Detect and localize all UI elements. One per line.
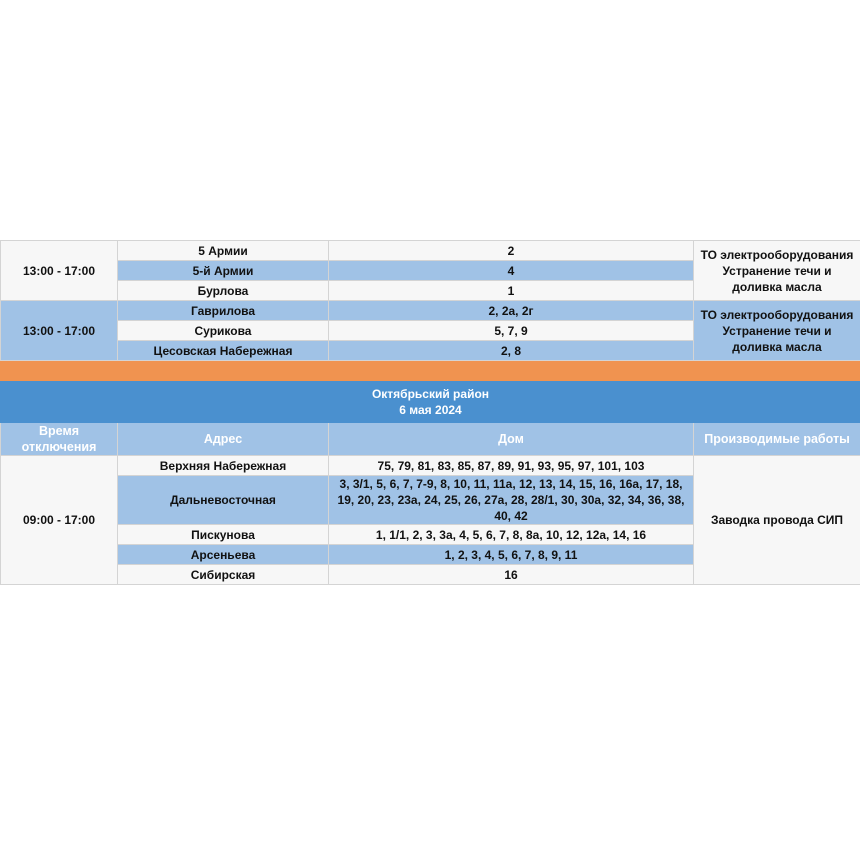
address-cell: Гаврилова	[118, 301, 329, 321]
address-cell: Сибирская	[118, 565, 329, 585]
outage-schedule-table	[0, 240, 860, 585]
table-row	[1, 301, 860, 321]
address-cell: Арсеньева	[118, 545, 329, 565]
table-row	[1, 241, 860, 261]
house-cell: 1	[329, 281, 694, 301]
district-name: Октябрьский район	[371, 386, 490, 401]
house-cell: 3, 3/1, 5, 6, 7, 7-9, 8, 10, 11, 11а, 12, 13, 14, 15, 16, 16а, 17, 18, 19, 20, 23, 23а, 24, 25, 26, 27а, 28, 28/1, 30, 30а, 32, 34, 36, 38, 40, 42	[329, 476, 694, 525]
time-cell: 13:00 - 17:00	[1, 301, 118, 361]
header-time: Время отключения	[1, 423, 118, 456]
separator-row	[1, 361, 860, 381]
work-cell: Заводка провода СИП	[694, 456, 860, 585]
address-cell: Пискунова	[118, 525, 329, 545]
house-cell: 4	[329, 261, 694, 281]
header-work: Производимые работы	[694, 423, 860, 456]
house-cell: 5, 7, 9	[329, 321, 694, 341]
house-cell: 1, 1/1, 2, 3, 3а, 4, 5, 6, 7, 8, 8а, 10, 12, 12а, 14, 16	[329, 525, 694, 545]
district-header-row	[1, 381, 860, 423]
address-cell: Верхняя Набережная	[118, 456, 329, 476]
work-cell: ТО электрооборудования Устранение течи и доливка масла	[694, 301, 860, 361]
address-cell: Цесовская Набережная	[118, 341, 329, 361]
address-cell: 5 Армии	[118, 241, 329, 261]
header-address: Адрес	[118, 423, 329, 456]
time-cell: 13:00 - 17:00	[1, 241, 118, 301]
address-cell: Бурлова	[118, 281, 329, 301]
header-house: Дом	[329, 423, 694, 456]
district-header	[1, 381, 860, 423]
work-cell: ТО электрооборудования Устранение течи и доливка масла	[694, 241, 860, 301]
time-cell: 09:00 - 17:00	[1, 456, 118, 585]
address-cell: Дальневосточная	[118, 476, 329, 525]
house-cell: 16	[329, 565, 694, 585]
district-date: 6 мая 2024	[399, 402, 462, 417]
separator-bar	[1, 361, 860, 381]
house-cell: 75, 79, 81, 83, 85, 87, 89, 91, 93, 95, 97, 101, 103	[329, 456, 694, 476]
house-cell: 2, 2а, 2г	[329, 301, 694, 321]
house-cell: 2	[329, 241, 694, 261]
house-cell: 2, 8	[329, 341, 694, 361]
address-cell: 5-й Армии	[118, 261, 329, 281]
table-row	[1, 456, 860, 476]
column-header-row	[1, 423, 860, 456]
address-cell: Сурикова	[118, 321, 329, 341]
house-cell: 1, 2, 3, 4, 5, 6, 7, 8, 9, 11	[329, 545, 694, 565]
